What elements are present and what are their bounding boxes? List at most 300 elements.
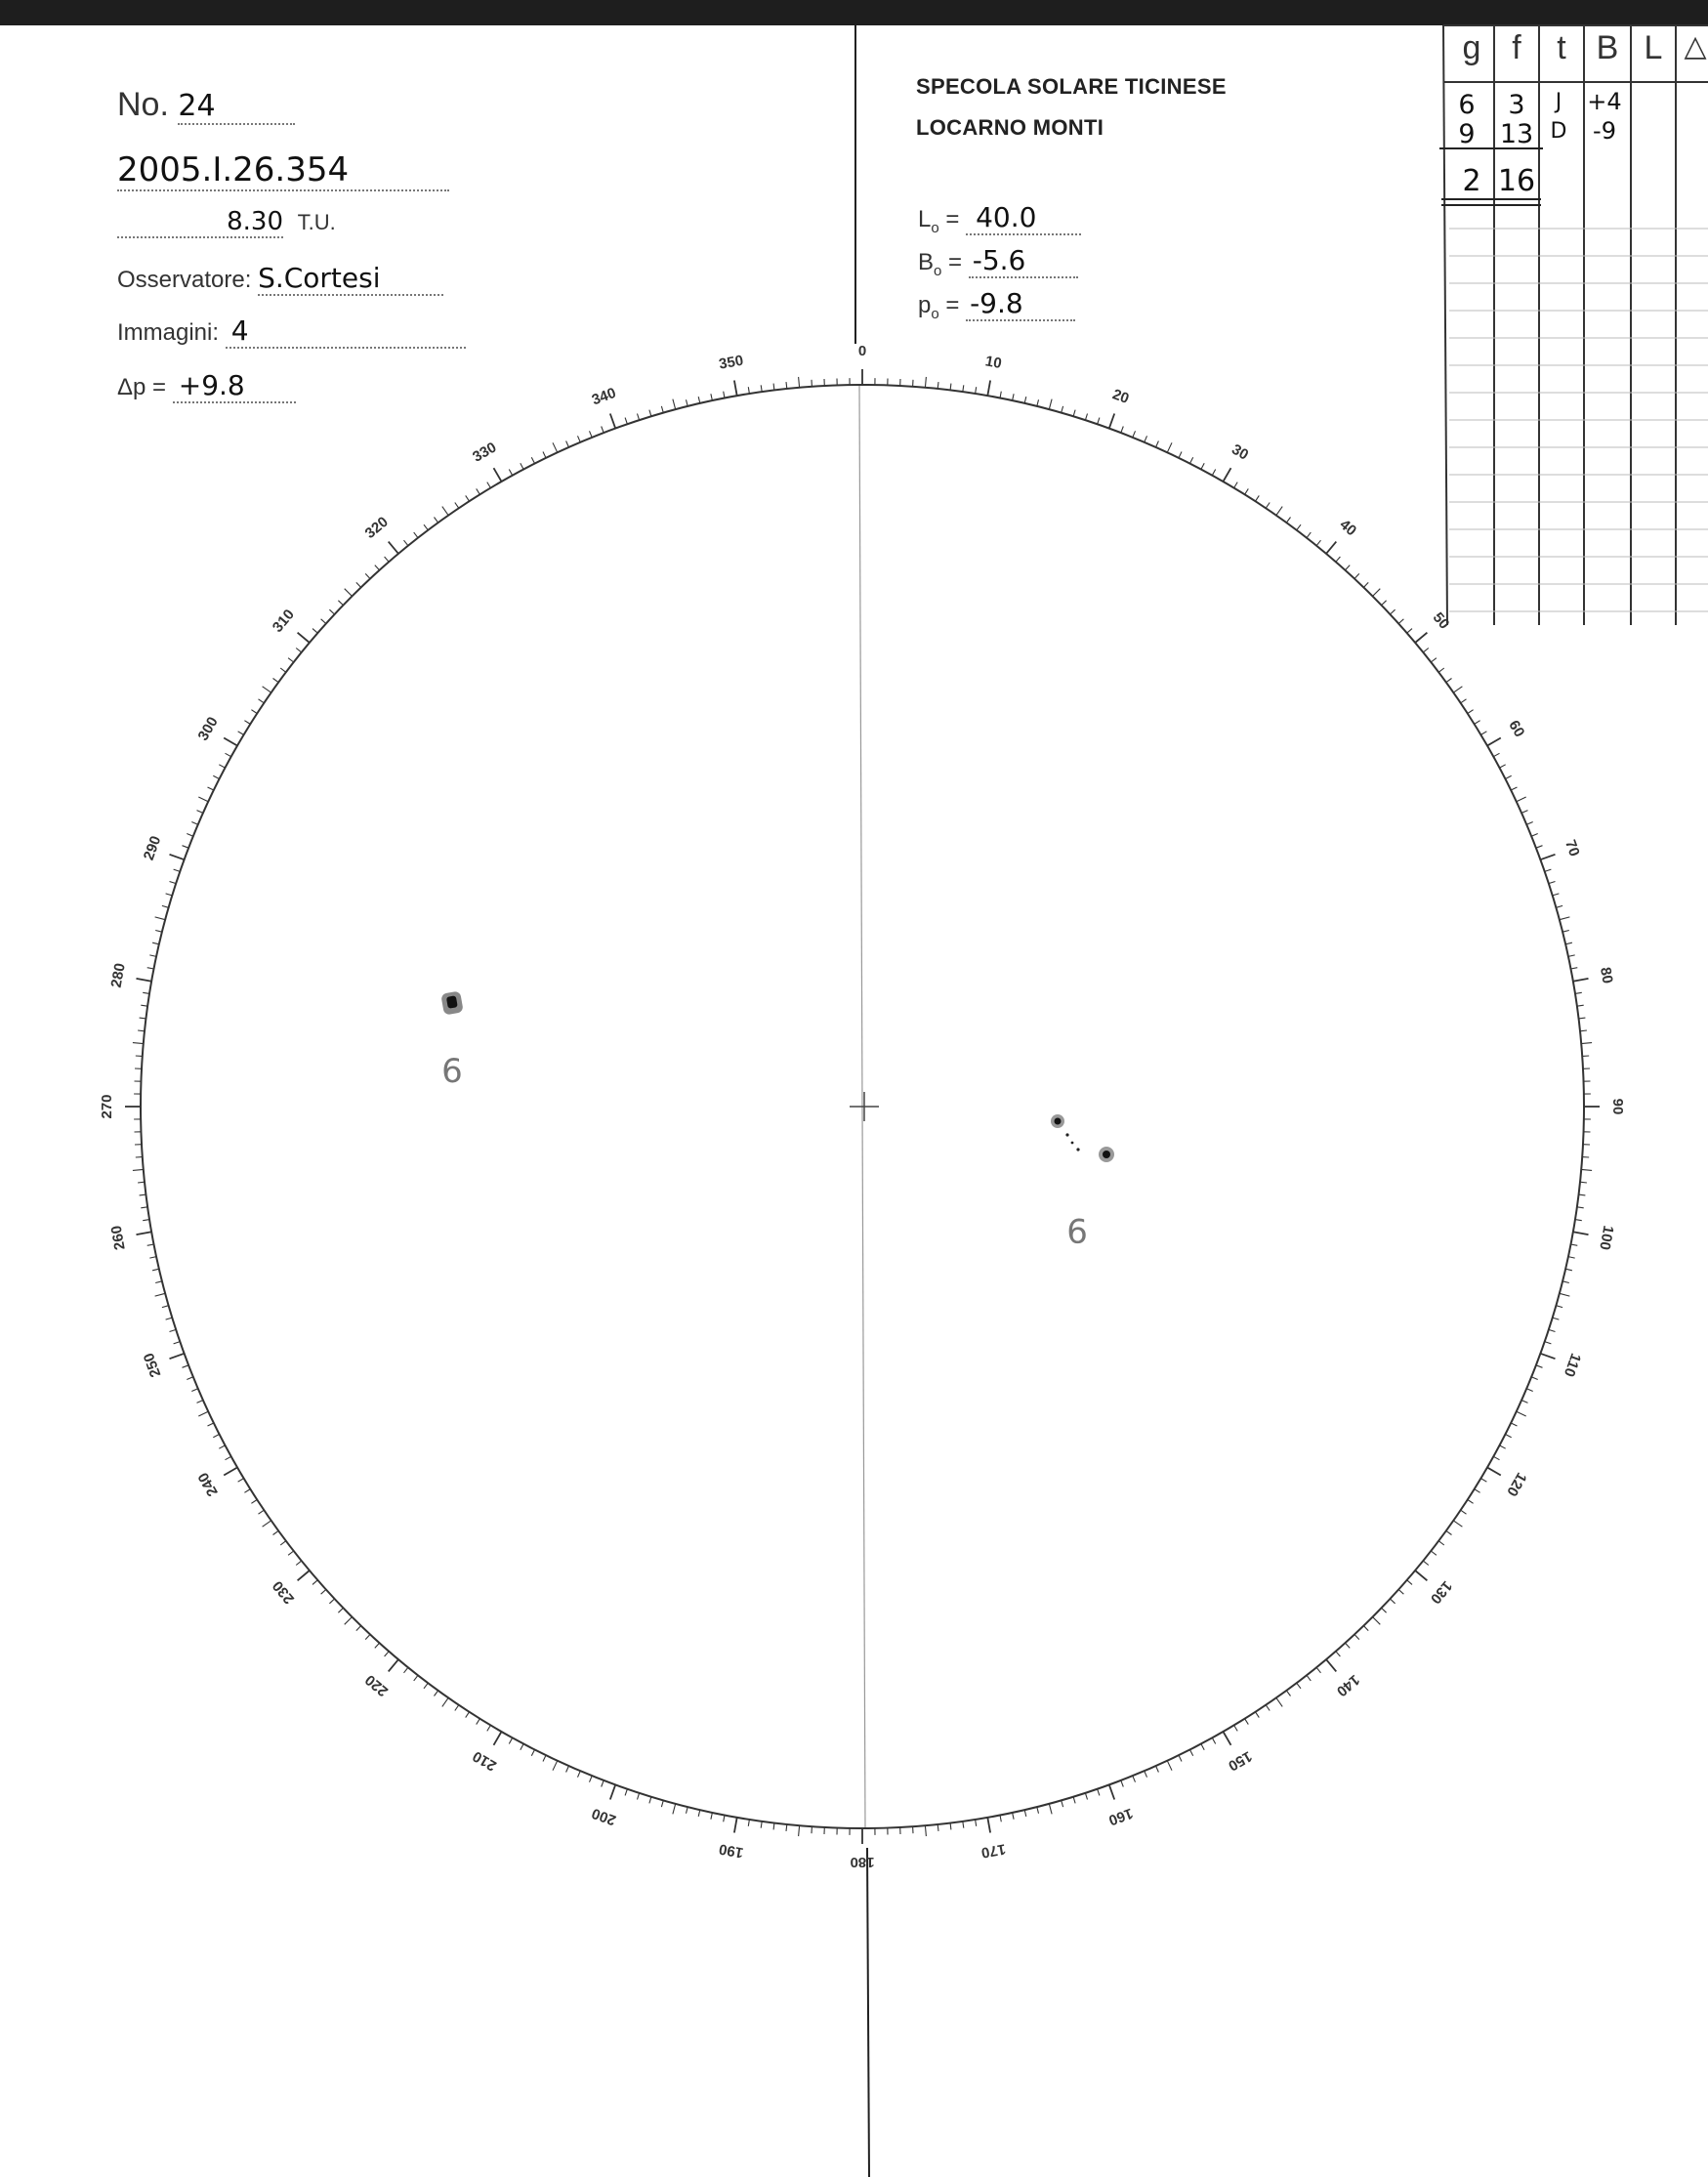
scale-label-20: 20 bbox=[1109, 386, 1132, 407]
B-label: B bbox=[918, 249, 935, 275]
scale-tick bbox=[133, 1169, 144, 1170]
scale-label-280: 280 bbox=[107, 961, 129, 989]
scale-tick bbox=[578, 1771, 581, 1777]
scale-tick bbox=[149, 1257, 156, 1259]
scale-tick bbox=[155, 917, 166, 920]
scale-tick bbox=[424, 524, 428, 530]
scale-tick bbox=[553, 442, 558, 452]
scale-tick bbox=[152, 1269, 159, 1271]
scale-tick bbox=[925, 1825, 926, 1836]
scale-tick bbox=[1407, 629, 1412, 634]
scale-tick bbox=[1423, 1561, 1429, 1565]
scale-tick bbox=[1073, 1797, 1075, 1804]
number-value: 24 bbox=[178, 89, 295, 125]
scale-tick bbox=[1316, 540, 1320, 546]
scale-tick bbox=[1446, 1530, 1452, 1534]
scale-tick bbox=[1468, 710, 1474, 714]
scale-tick bbox=[1145, 436, 1147, 441]
scale-tick bbox=[521, 463, 523, 469]
row1-f: 3 bbox=[1508, 90, 1525, 120]
scale-tick bbox=[1212, 1737, 1215, 1743]
scale-tick bbox=[170, 882, 177, 884]
scale-tick bbox=[170, 855, 185, 859]
scale-tick bbox=[162, 1306, 169, 1308]
scale-tick bbox=[1266, 1705, 1270, 1711]
scale-tick bbox=[375, 565, 380, 570]
scale-tick bbox=[1013, 1813, 1015, 1820]
scale-tick bbox=[1167, 442, 1172, 452]
scale-label-230: 230 bbox=[269, 1577, 298, 1608]
scale-tick bbox=[1521, 1401, 1527, 1403]
scale-tick bbox=[1013, 394, 1015, 400]
scale-tick bbox=[435, 1691, 438, 1696]
row1-t: J bbox=[1555, 90, 1562, 114]
scale-tick bbox=[1224, 1732, 1231, 1745]
scale-tick bbox=[602, 427, 604, 434]
scale-label-100: 100 bbox=[1596, 1224, 1617, 1252]
scale-tick bbox=[1573, 979, 1589, 982]
scale-label-170: 170 bbox=[979, 1840, 1008, 1862]
scale-tick bbox=[385, 557, 390, 562]
scale-tick bbox=[141, 1005, 147, 1006]
scale-tick bbox=[1121, 1780, 1124, 1787]
scale-tick bbox=[1549, 1329, 1556, 1331]
scale-label-260: 260 bbox=[107, 1224, 129, 1252]
scale-tick bbox=[197, 811, 203, 814]
scale-tick bbox=[143, 992, 149, 993]
scale-label-190: 190 bbox=[717, 1840, 745, 1862]
observatory-location: LOCARNO MONTI bbox=[916, 115, 1104, 140]
scale-tick bbox=[219, 765, 225, 768]
scale-tick bbox=[183, 846, 189, 849]
scale-tick bbox=[197, 1401, 203, 1403]
scale-label-310: 310 bbox=[269, 606, 298, 636]
scale-tick bbox=[1297, 1683, 1301, 1689]
scale-tick bbox=[244, 721, 250, 725]
scale-tick bbox=[1468, 1500, 1474, 1504]
dp-value: +9.8 bbox=[173, 369, 296, 403]
scale-tick bbox=[1526, 822, 1532, 825]
scale-tick bbox=[531, 457, 534, 463]
scale-tick bbox=[1346, 565, 1351, 570]
scale-tick bbox=[1562, 1281, 1569, 1283]
scale-tick bbox=[987, 1818, 990, 1833]
scale-tick bbox=[1415, 633, 1427, 643]
L-sub: o bbox=[931, 219, 939, 236]
scale-label-290: 290 bbox=[140, 833, 165, 863]
scale-tick bbox=[1506, 775, 1512, 778]
scale-tick bbox=[1167, 1761, 1172, 1771]
scale-tick bbox=[494, 468, 502, 481]
scale-tick bbox=[1517, 797, 1526, 802]
scale-tick bbox=[259, 1510, 265, 1514]
scale-tick bbox=[174, 869, 181, 871]
scale-tick bbox=[338, 601, 343, 606]
scale-label-90: 90 bbox=[1609, 1098, 1627, 1115]
scale-tick bbox=[442, 507, 448, 516]
scale-tick bbox=[987, 381, 990, 397]
scale-tick bbox=[1581, 1169, 1592, 1170]
scale-tick bbox=[711, 1813, 713, 1820]
scale-tick bbox=[1553, 1318, 1560, 1319]
scale-tick bbox=[263, 687, 271, 692]
scale-tick bbox=[1536, 846, 1543, 849]
scale-tick bbox=[166, 894, 173, 896]
scale-tick bbox=[170, 1329, 177, 1331]
scale-tick bbox=[1391, 609, 1396, 614]
table-grid bbox=[1439, 25, 1708, 625]
scale-tick bbox=[578, 436, 581, 441]
group-label-6: 6 bbox=[441, 1052, 463, 1091]
scale-tick bbox=[1037, 1807, 1039, 1814]
observatory-name: SPECOLA SOLARE TICINESE bbox=[916, 74, 1227, 99]
scale-tick bbox=[288, 1551, 294, 1555]
scale-tick bbox=[1521, 811, 1527, 814]
number-label: No. bbox=[117, 86, 169, 123]
scale-tick bbox=[1098, 1789, 1100, 1796]
table-header-L: L bbox=[1644, 29, 1663, 66]
scale-tick bbox=[1256, 495, 1260, 501]
scale-tick bbox=[1336, 557, 1341, 562]
scale-tick bbox=[155, 931, 162, 933]
scale-tick bbox=[1446, 679, 1452, 683]
scale-tick bbox=[147, 1244, 154, 1245]
images-label: Immagini: bbox=[117, 319, 220, 346]
scale-tick bbox=[404, 540, 408, 546]
scale-tick bbox=[786, 1824, 787, 1831]
scale-tick bbox=[1224, 468, 1231, 481]
scale-tick bbox=[166, 1318, 173, 1319]
scale-tick bbox=[610, 1784, 615, 1799]
scale-tick bbox=[698, 397, 700, 403]
dp-label: Δp = bbox=[117, 374, 167, 400]
scale-tick bbox=[1565, 1269, 1572, 1271]
scale-tick bbox=[1133, 1776, 1136, 1782]
table-header-f: f bbox=[1512, 29, 1521, 66]
scale-tick bbox=[1453, 1521, 1462, 1527]
scale-tick bbox=[226, 753, 231, 756]
scale-tick bbox=[1201, 1744, 1204, 1750]
scale-tick bbox=[1297, 524, 1301, 530]
B-value: -5.6 bbox=[969, 244, 1078, 278]
scale-tick bbox=[1580, 1182, 1587, 1183]
scale-tick bbox=[1336, 1652, 1341, 1656]
scale-tick bbox=[509, 470, 512, 476]
scale-tick bbox=[963, 1821, 964, 1828]
scale-tick bbox=[773, 1823, 774, 1830]
scale-tick bbox=[244, 1489, 250, 1493]
scale-tick bbox=[338, 1608, 343, 1612]
row2-g: 9 bbox=[1458, 119, 1476, 149]
scale-tick bbox=[1568, 1257, 1575, 1259]
scale-tick bbox=[1354, 573, 1359, 578]
scale-tick bbox=[625, 418, 627, 425]
table-header-delta: △ bbox=[1684, 30, 1707, 63]
scale-tick bbox=[1062, 406, 1063, 413]
scale-tick bbox=[1037, 399, 1039, 406]
row2-f: 13 bbox=[1499, 119, 1534, 149]
scale-label-330: 330 bbox=[470, 439, 500, 466]
scale-tick bbox=[1431, 1551, 1437, 1555]
scale-tick bbox=[531, 1750, 534, 1756]
scale-tick bbox=[1556, 1306, 1562, 1308]
scale-tick bbox=[799, 1825, 800, 1836]
scale-tick bbox=[1407, 1580, 1412, 1585]
scale-tick bbox=[1354, 1635, 1359, 1640]
scale-tick bbox=[1145, 1771, 1147, 1777]
scale-tick bbox=[734, 1818, 737, 1833]
scale-tick bbox=[375, 1643, 380, 1648]
scale-tick bbox=[259, 699, 265, 703]
scale-tick bbox=[661, 1800, 663, 1807]
scale-tick bbox=[1517, 1411, 1526, 1416]
row2-B: -9 bbox=[1593, 117, 1616, 145]
scale-tick bbox=[1000, 1815, 1001, 1821]
scale-tick bbox=[1316, 1667, 1320, 1673]
scale-tick bbox=[543, 452, 546, 458]
scale-tick bbox=[1085, 414, 1087, 421]
scale-tick bbox=[226, 1456, 231, 1459]
central-meridian-bottom bbox=[867, 1848, 869, 2177]
scale-label-210: 210 bbox=[470, 1747, 500, 1775]
time-unit: T.U. bbox=[297, 210, 336, 234]
scale-tick bbox=[590, 1776, 593, 1782]
scale-tick bbox=[1526, 1389, 1532, 1392]
scale-tick bbox=[1363, 582, 1368, 587]
scale-tick bbox=[673, 399, 676, 410]
scale-tick bbox=[162, 905, 169, 907]
ephemeris-B: $B_o = -5.6$ bbox=[918, 244, 1078, 279]
total-f: 16 bbox=[1497, 164, 1536, 198]
scale-tick bbox=[734, 381, 737, 397]
scale-tick bbox=[602, 1780, 604, 1787]
scale-tick bbox=[273, 679, 279, 683]
scale-tick bbox=[1109, 1784, 1114, 1799]
scale-tick bbox=[251, 1500, 257, 1504]
L-label: L bbox=[918, 206, 932, 232]
scale-label-300: 300 bbox=[194, 714, 222, 744]
scale-tick bbox=[137, 1232, 152, 1235]
scale-tick bbox=[143, 1220, 149, 1221]
scale-tick bbox=[435, 518, 438, 523]
scale-tick bbox=[1565, 942, 1572, 944]
scale-tick bbox=[566, 1766, 569, 1772]
scale-tick bbox=[1500, 1445, 1506, 1448]
scale-tick bbox=[761, 1821, 762, 1828]
B-sub: o bbox=[934, 262, 942, 279]
scale-tick bbox=[1577, 1207, 1584, 1208]
scale-tick bbox=[1212, 470, 1215, 476]
scale-tick bbox=[638, 1793, 640, 1800]
scale-tick bbox=[298, 633, 310, 643]
scale-tick bbox=[424, 1683, 428, 1689]
scale-tick bbox=[138, 1182, 145, 1183]
scale-tick bbox=[389, 542, 398, 554]
scale-tick bbox=[1438, 668, 1444, 672]
scale-tick bbox=[610, 414, 615, 429]
scale-tick bbox=[976, 1820, 977, 1826]
scale-tick bbox=[1461, 699, 1467, 703]
scale-tick bbox=[1382, 1608, 1387, 1612]
scale-tick bbox=[1577, 1005, 1584, 1006]
ephemeris-p: $p_o = -9.8$ bbox=[918, 287, 1075, 322]
scale-tick bbox=[1073, 410, 1075, 417]
scale-tick bbox=[553, 1761, 558, 1771]
scale-tick bbox=[466, 1712, 470, 1718]
table-header-g: g bbox=[1462, 29, 1481, 66]
scale-label-0: 0 bbox=[857, 342, 867, 359]
scale-tick bbox=[1234, 482, 1238, 488]
scale-label-200: 200 bbox=[589, 1804, 619, 1829]
scale-tick bbox=[296, 649, 302, 652]
scale-tick bbox=[296, 1561, 302, 1565]
scale-tick bbox=[1511, 787, 1517, 790]
scale-tick bbox=[1531, 1377, 1538, 1380]
scale-tick bbox=[1276, 507, 1282, 516]
scale-tick bbox=[649, 1797, 651, 1804]
scale-tick bbox=[147, 968, 154, 969]
scale-tick bbox=[1382, 601, 1387, 606]
scale-tick bbox=[251, 710, 257, 714]
scale-tick bbox=[1573, 1232, 1589, 1235]
scale-tick bbox=[1549, 882, 1556, 884]
scale-tick bbox=[1570, 1244, 1577, 1245]
scale-tick bbox=[224, 1468, 237, 1476]
scale-tick bbox=[1391, 1599, 1396, 1604]
L-value: 40.0 bbox=[966, 201, 1081, 235]
row1-g: 6 bbox=[1458, 90, 1476, 120]
scale-tick bbox=[698, 1810, 700, 1817]
scale-label-340: 340 bbox=[589, 384, 619, 409]
scale-tick bbox=[477, 488, 480, 494]
scale-tick bbox=[442, 1697, 448, 1706]
scale-label-150: 150 bbox=[1225, 1747, 1255, 1775]
scale-tick bbox=[213, 775, 219, 778]
scale-tick bbox=[1536, 1365, 1543, 1368]
scale-tick bbox=[187, 1377, 193, 1380]
scale-tick bbox=[1487, 1468, 1501, 1476]
scale-tick bbox=[687, 399, 688, 406]
scale-tick bbox=[198, 1411, 208, 1416]
scale-tick bbox=[487, 482, 491, 488]
scale-tick bbox=[950, 384, 951, 391]
time-value: 8.30 bbox=[117, 207, 283, 238]
scale-label-140: 140 bbox=[1333, 1671, 1363, 1700]
scale-label-350: 350 bbox=[717, 352, 745, 373]
ephemeris-L: $L_o = 40.0$ bbox=[918, 201, 1081, 236]
total-g: 2 bbox=[1462, 164, 1481, 198]
center-cross bbox=[850, 1092, 879, 1121]
scale-tick bbox=[466, 495, 470, 501]
scale-tick bbox=[590, 431, 593, 438]
scale-tick bbox=[263, 1521, 271, 1527]
table-header-B: B bbox=[1596, 29, 1619, 66]
scale-tick bbox=[321, 1590, 326, 1595]
scale-tick bbox=[687, 1807, 688, 1814]
scale-tick bbox=[1560, 1293, 1570, 1296]
scale-tick bbox=[1570, 968, 1577, 969]
scale-tick bbox=[365, 1635, 370, 1640]
scale-tick bbox=[963, 385, 964, 392]
scale-tick bbox=[1156, 441, 1159, 447]
scale-label-30: 30 bbox=[1229, 440, 1252, 464]
scale-tick bbox=[1461, 1510, 1467, 1514]
scale-tick bbox=[1579, 1194, 1586, 1195]
scale-tick bbox=[950, 1823, 951, 1830]
scale-tick bbox=[1540, 855, 1555, 859]
scale-tick bbox=[1286, 518, 1290, 523]
scale-tick bbox=[298, 1570, 310, 1580]
observer-label: Osservatore: bbox=[117, 267, 252, 293]
scale-tick bbox=[1062, 1800, 1063, 1807]
scale-tick bbox=[543, 1755, 546, 1761]
scale-tick bbox=[661, 406, 663, 413]
scale-tick bbox=[1480, 732, 1486, 735]
scale-tick bbox=[1475, 1489, 1480, 1493]
scale-tick bbox=[1000, 392, 1001, 398]
scale-tick bbox=[1373, 589, 1381, 597]
scale-tick bbox=[1431, 658, 1437, 662]
scale-tick bbox=[1581, 1043, 1592, 1044]
scale-tick bbox=[191, 822, 197, 825]
scale-tick bbox=[1024, 397, 1026, 403]
scale-tick bbox=[925, 377, 926, 388]
scale-tick bbox=[1580, 1030, 1587, 1031]
scale-tick bbox=[1085, 1793, 1087, 1800]
scale-tick bbox=[414, 532, 418, 538]
scale-tick bbox=[711, 394, 713, 400]
scale-tick bbox=[1398, 1590, 1403, 1595]
scale-tick bbox=[521, 1744, 523, 1750]
scale-tick bbox=[649, 410, 651, 417]
scale-tick bbox=[389, 1659, 398, 1671]
scale-tick bbox=[238, 732, 244, 735]
scale-label-270: 270 bbox=[98, 1094, 115, 1119]
scale-tick bbox=[187, 834, 193, 837]
scale-tick bbox=[625, 1789, 627, 1796]
scale-tick bbox=[414, 1675, 418, 1681]
scale-tick bbox=[1133, 431, 1136, 438]
scale-label-120: 120 bbox=[1503, 1469, 1530, 1499]
scale-tick bbox=[1423, 649, 1429, 652]
scale-tick bbox=[1438, 1541, 1444, 1545]
scale-tick bbox=[1326, 542, 1336, 554]
images-value: 4 bbox=[226, 314, 466, 349]
scale-tick bbox=[1493, 753, 1499, 756]
scale-tick bbox=[1109, 414, 1114, 429]
scale-tick bbox=[1326, 1659, 1336, 1671]
scale-tick bbox=[455, 503, 459, 509]
scale-label-70: 70 bbox=[1562, 837, 1583, 859]
scale-tick bbox=[1307, 1675, 1311, 1681]
scale-tick bbox=[385, 1652, 390, 1656]
scale-tick bbox=[799, 377, 800, 388]
scale-tick bbox=[138, 1030, 145, 1031]
scale-tick bbox=[638, 414, 640, 421]
scale-tick bbox=[213, 1435, 219, 1438]
scale-tick bbox=[345, 1617, 353, 1625]
scale-label-320: 320 bbox=[361, 513, 392, 542]
scale-tick bbox=[1398, 619, 1403, 624]
scale-tick bbox=[1556, 905, 1562, 907]
scale-tick bbox=[1266, 503, 1270, 509]
scale-label-80: 80 bbox=[1597, 966, 1616, 985]
scale-tick bbox=[673, 1804, 676, 1815]
scale-tick bbox=[748, 387, 749, 394]
scale-tick bbox=[152, 942, 159, 944]
row1-B: +4 bbox=[1587, 88, 1622, 115]
table-column-rule bbox=[1443, 25, 1447, 625]
